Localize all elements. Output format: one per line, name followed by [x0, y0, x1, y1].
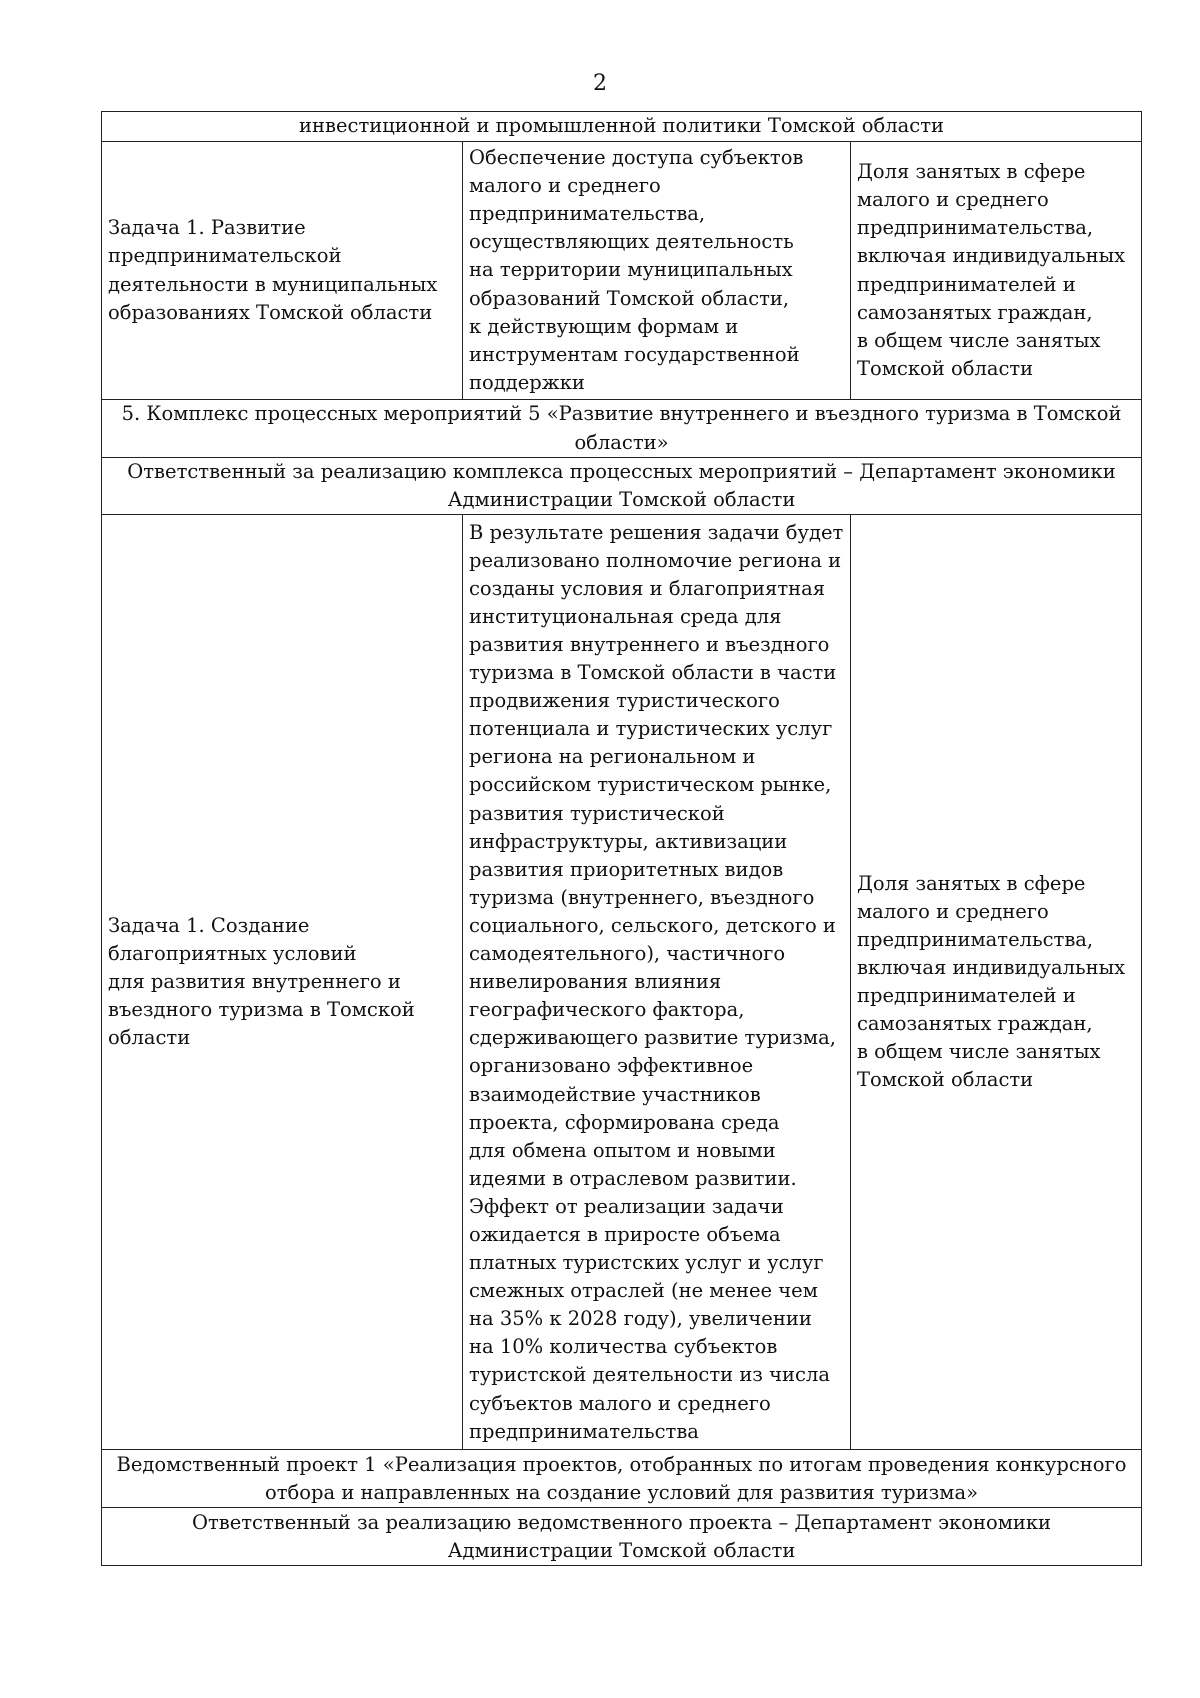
- table-row-task-entrepreneurship: [102, 142, 1142, 400]
- task-cell: [102, 515, 463, 1450]
- table-row-project-responsible: [102, 1508, 1142, 1566]
- complex-responsible-cell: [102, 458, 1142, 515]
- indicator-cell: [851, 142, 1142, 400]
- table-row-complex-responsible: [102, 458, 1142, 515]
- task-text: Задача 1. Развитие предпринимательской деятельности в муниципальных образованиях Томской области: [108, 216, 438, 324]
- project-responsible-cell: [102, 1508, 1142, 1566]
- page-number: 2: [593, 71, 607, 96]
- complex-responsible-text: Ответственный за реализацию комплекса процессных мероприятий – Департамент экономики Администрации Томской области: [127, 460, 1116, 512]
- program-table: [101, 111, 1142, 1566]
- indicator-cell: [851, 515, 1142, 1450]
- description-cell: [463, 515, 851, 1450]
- table-row-task-tourism: [102, 515, 1142, 1450]
- project-title-cell: [102, 1450, 1142, 1508]
- description-cell: [463, 142, 851, 400]
- project-responsible-text: Ответственный за реализацию ведомственного проекта – Департамент экономики Администрации Томской области: [191, 1510, 1052, 1562]
- project-title-text: Ведомственный проект 1 «Реализация проектов, отобранных по итогам проведения конкурсного отбора и направленных на создание условий для развития туризма»: [116, 1452, 1127, 1504]
- indicator-text: Доля занятых в сфере малого и среднего предпринимательства, включая индивидуальных предпринимателей и самозанятых граждан, в общем числе занятых Томской области: [857, 871, 1126, 1092]
- table-row-complex-5: [102, 400, 1142, 458]
- complex-title-cell: [102, 400, 1142, 458]
- policy-header-cell: [102, 112, 1142, 142]
- policy-header-text: инвестиционной и промышленной политики Томской области: [299, 114, 944, 138]
- table-row-departmental-project: [102, 1450, 1142, 1508]
- description-text: Обеспечение доступа субъектов малого и среднего предпринимательства, осуществляющих деятельность на территории муниципальных образований Томской области, к действующим формам и инструментам государственной поддержки: [469, 146, 804, 394]
- task-text: Задача 1. Создание благоприятных условий для развития внутреннего и въездного туризма в Томской области: [108, 913, 415, 1050]
- description-text: В результате решения задачи будет реализовано полномочие региона и созданы условия и благоприятная институциональная среда для развития внутреннего и въездного туризма в Томской области в части продвижения туристического потенциала и туристических услуг региона на региональном и российском туристическом рынке, развития туристической инфраструктуры, активизации развития приоритетных видов туризма (внутреннего, въездного социального, сельского, детского и самодеятельного), частичного нивелирования влияния географического фактора, сдерживающего развитие туризма, организовано эффективное взаимодействие участников проекта, сформирована среда для обмена опытом и новыми идеями в отраслевом развитии. Эффект от реализации задачи ожидается в приросте объема платных туристских услуг и услуг смежных отраслей (не менее чем на 35% к 2028 году), увеличении на 10% количества субъектов туристской деятельности из числа субъектов малого и среднего предпринимательства: [469, 520, 844, 1443]
- task-cell: [102, 142, 463, 400]
- table-row-policy-header: [102, 112, 1142, 142]
- complex-title-text: 5. Комплекс процессных мероприятий 5 «Развитие внутреннего и въездного туризма в Томской области»: [121, 402, 1122, 454]
- indicator-text: Доля занятых в сфере малого и среднего предпринимательства, включая индивидуальных предпринимателей и самозанятых граждан, в общем числе занятых Томской области: [857, 160, 1126, 380]
